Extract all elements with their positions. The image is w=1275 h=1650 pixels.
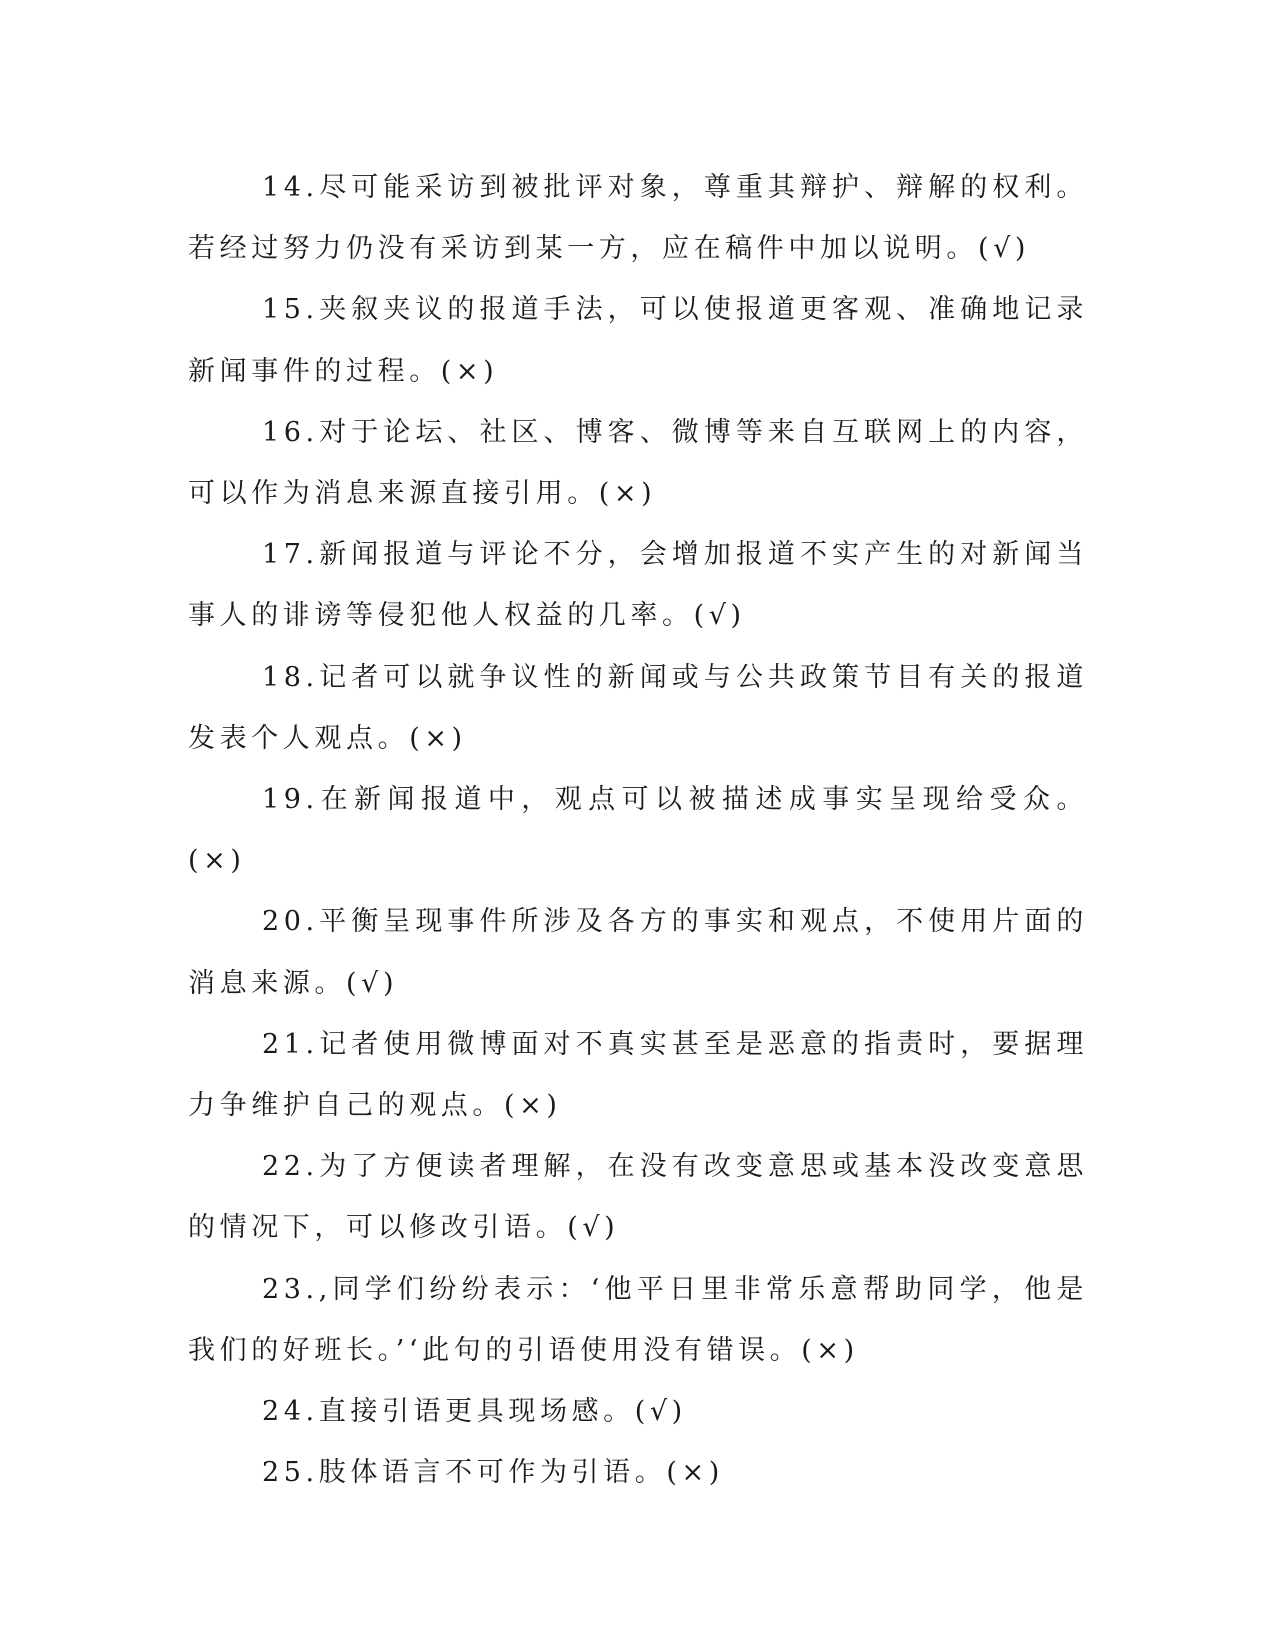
question-item-25: 25.肢体语言不可作为引语。(×) <box>262 1457 724 1489</box>
question-item-23: 23.,同学们纷纷表示：‘他平日里非常乐意帮助同学，他是我们的好班长。’‘此句的引语使用没有错误。(×) <box>188 1273 1088 1366</box>
question-list <box>188 157 1088 1503</box>
question-item-20: 20.平衡呈现事件所涉及各方的事实和观点，不使用片面的消息来源。(√) <box>188 906 1088 999</box>
question-item-17: 17.新闻报道与评论不分，会增加报道不实产生的对新闻当事人的诽谤等侵犯他人权益的几率。(√) <box>188 539 1088 632</box>
question-item-24: 24.直接引语更具现场感。(√) <box>262 1396 687 1428</box>
question-item-18: 18.记者可以就争议性的新闻或与公共政策节目有关的报道发表个人观点。(×) <box>188 661 1088 754</box>
question-item-16: 16.对于论坛、社区、博客、微博等来自互联网上的内容，可以作为消息来源直接引用。(×) <box>188 416 1088 510</box>
question-item-19: 19.在新闻报道中，观点可以被描述成事实呈现给受众。(×) <box>188 784 1088 877</box>
question-item-22: 22.为了方便读者理解，在没有改变意思或基本没改变意思的情况下，可以修改引语。(√) <box>188 1151 1088 1244</box>
question-item-14: 14.尽可能采访到被批评对象，尊重其辩护、辩解的权利。若经过努力仍没有采访到某一方，应在稿件中加以说明。(√) <box>188 172 1088 265</box>
question-item-15: 15.夹叙夹议的报道手法，可以使报道更客观、准确地记录新闻事件的过程。(×) <box>188 294 1088 387</box>
question-item-21: 21.记者使用微博面对不真实甚至是恶意的指责时，要据理力争维护自己的观点。(×) <box>188 1028 1088 1122</box>
